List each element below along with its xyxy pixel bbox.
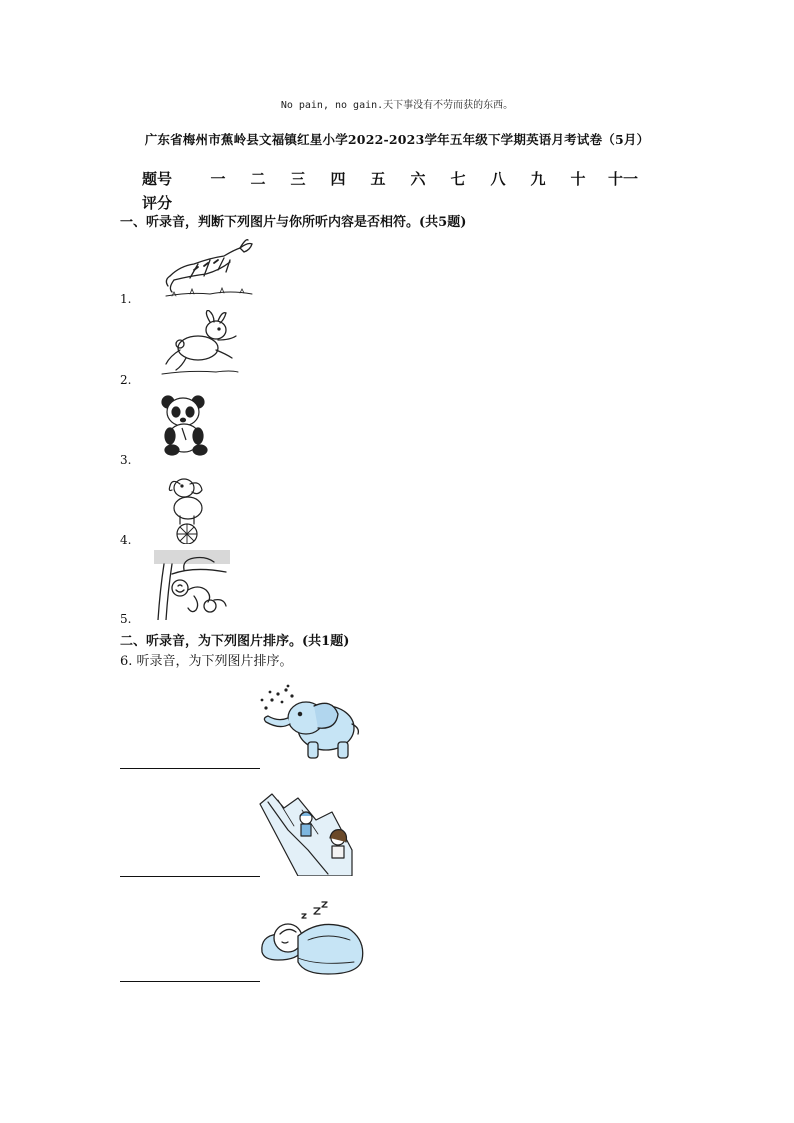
score-column: 一 xyxy=(210,169,226,188)
score-column: 四 xyxy=(330,169,346,188)
score-table xyxy=(142,166,672,214)
score-column: 三 xyxy=(290,169,306,188)
score-column: 十一 xyxy=(607,169,638,188)
score-column: 七 xyxy=(450,169,466,188)
question-number: 4. xyxy=(120,533,132,547)
climbing-mountain-icon xyxy=(258,790,354,876)
score-column: 八 xyxy=(490,169,506,188)
page-title: 广东省梅州市蕉岭县文福镇红星小学2022-2023学年五年级下学期英语月考试卷（5月） xyxy=(144,132,650,147)
score-column: 二 xyxy=(250,169,266,188)
section-heading: 二、听录音，为下列图片排序。(共1题) xyxy=(120,634,350,649)
question-number: 5. xyxy=(120,612,132,626)
score-column: 五 xyxy=(370,169,386,188)
section-heading: 一、听录音，判断下列图片与你所听内容是否相符。(共5题) xyxy=(120,215,467,230)
score-table-row-label: 题号 xyxy=(142,169,173,188)
elephant-spraying-water-icon xyxy=(258,684,364,764)
elephant-on-ball-icon xyxy=(162,474,210,544)
sleeping-child-icon xyxy=(258,896,366,978)
score-column: 六 xyxy=(410,169,426,188)
score-column: 九 xyxy=(530,169,546,188)
rabbit-icon xyxy=(160,310,240,378)
answer-blank[interactable] xyxy=(120,981,260,982)
question-number: 3. xyxy=(120,453,132,467)
question-text: 6. 听录音，为下列图片排序。 xyxy=(120,654,293,669)
panda-icon xyxy=(160,394,212,456)
question-number: 1. xyxy=(120,292,132,306)
answer-blank[interactable] xyxy=(120,876,260,877)
monkey-in-tree-icon xyxy=(154,550,230,620)
tiger-icon xyxy=(160,236,256,300)
answer-blank[interactable] xyxy=(120,768,260,769)
score-column: 十 xyxy=(570,169,586,188)
score-table-row-label: 评分 xyxy=(142,193,173,212)
motto: No pain, no gain.天下事没有不劳而获的东西。 xyxy=(280,100,514,111)
question-number: 2. xyxy=(120,373,132,387)
score-table-header-row xyxy=(142,166,672,190)
